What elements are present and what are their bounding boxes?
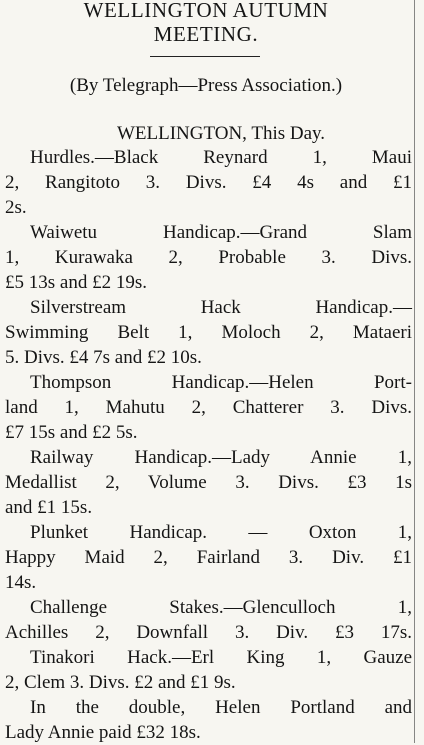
dateline: WELLINGTON, This Day. xyxy=(116,123,326,144)
report-line: 1, Kurawaka 2, Probable 3. Divs. xyxy=(5,247,412,268)
report-line: Achilles 2, Downfall 3. Div. £3 17s. xyxy=(5,622,412,643)
column-rule xyxy=(414,0,415,743)
report-line: Lady Annie paid £32 18s. xyxy=(5,722,201,743)
source-line: (By Telegraph—Press Association.) xyxy=(69,75,343,96)
report-line: £7 15s and £2 5s. xyxy=(5,422,138,443)
report-line: 14s. xyxy=(5,572,37,593)
report-line: 2s. xyxy=(5,197,27,218)
report-line: Happy Maid 2, Fairland 3. Div. £1 xyxy=(5,547,412,568)
report-line: Railway Handicap.—Lady Annie 1, xyxy=(30,447,412,468)
report-line: 2, Rangitoto 3. Divs. £4 4s and £1 xyxy=(5,172,412,193)
headline-line-1: WELLINGTON AUTUMN xyxy=(83,0,329,22)
headline-line-2: MEETING. xyxy=(153,22,259,46)
report-line: £5 13s and £2 19s. xyxy=(5,272,147,293)
report-line: land 1, Mahutu 2, Chatterer 3. Divs. xyxy=(5,397,412,418)
report-line: 5. Divs. £4 7s and £2 10s. xyxy=(5,347,202,368)
report-line: Plunket Handicap. — Oxton 1, xyxy=(30,522,412,543)
report-line: Waiwetu Handicap.—Grand Slam xyxy=(30,222,412,243)
report-line: Thompson Handicap.—Helen Port- xyxy=(30,372,412,393)
report-line: Challenge Stakes.—Glenculloch 1, xyxy=(30,597,412,618)
report-line: In the double, Helen Portland and xyxy=(30,697,412,718)
heading-divider xyxy=(150,56,260,57)
report-line: Tinakori Hack.—Erl King 1, Gauze xyxy=(30,647,412,668)
report-line: Swimming Belt 1, Moloch 2, Mataeri xyxy=(5,322,412,343)
report-line: and £1 15s. xyxy=(5,497,93,518)
report-line: Hurdles.—Black Reynard 1, Maui xyxy=(30,147,412,168)
report-line: Silverstream Hack Handicap.— xyxy=(30,297,412,318)
report-line: 2, Clem 3. Divs. £2 and £1 9s. xyxy=(5,672,236,693)
report-line: Medallist 2, Volume 3. Divs. £3 1s xyxy=(5,472,412,493)
